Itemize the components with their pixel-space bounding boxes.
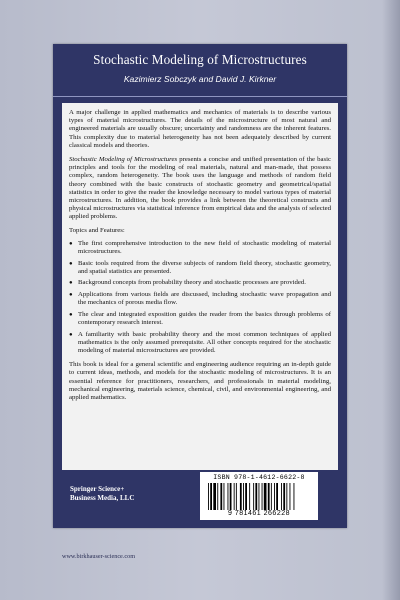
topics-list — [69, 240, 331, 355]
barcode-number: 9 781461 266228 — [228, 510, 290, 517]
intro-paragraph: A major challenge in applied mathematics and mechanics of materials is to describe various types of material microstructures. The details of the microstructure of most natural and engineered materials are usually obscure; uncertainty and randomness are the inherent features. This complexity due to material heterogeneity has not been adequately described by current classical models and theories. — [69, 109, 331, 149]
description-text: presents a concise and unified presentation of the basic principles and tools for the modeling of real materials, natural and man-made, that possess complex, random heterogeneity. The book uses the language and methods of random field theory combined with the basic constructs of stochastic geometry and geometrical/spatial statistics in order to give the reader the knowledge necessary to model various types of material microstructures. In addition, the book provides a link between the theoretical constructs and physical microstructures via statistical inference from empirical data and the analysis of selected applied problems. — [69, 156, 331, 221]
isbn-text: ISBN 978-1-4612-6622-8 — [213, 474, 305, 481]
list-item — [69, 260, 331, 276]
title-divider — [53, 96, 347, 97]
list-item — [69, 279, 331, 287]
barcode-icon — [208, 483, 310, 510]
topic-text: A familiarity with basic probability theory and the most common techniques of applied mathematics is the only assumed prerequisite. All other concepts required for the stochastic modeling of material microstructures are provided. — [78, 330, 331, 355]
closing-paragraph: This book is ideal for a general scientific and engineering audience requiring an in-depth guide to current ideas, methods, and models for the stochastic modeling of microstructures. It is an essential reference for practitioners, researchers, and professionals in material modeling, mechanical engineering, materials science, chemical, civil, and environmental engineering, and applied mathematics. — [69, 361, 331, 402]
bullet-icon: ● — [69, 292, 73, 299]
publisher-name — [70, 485, 190, 503]
list-item — [69, 291, 331, 307]
bullet-icon: ● — [69, 260, 73, 267]
list-item — [69, 311, 331, 327]
publisher-line-1: Springer Science+ — [70, 485, 125, 493]
blurb-box — [62, 103, 338, 470]
description-book-title: Stochastic Modeling of Microstructures — [69, 156, 178, 164]
bullet-icon: ● — [69, 331, 73, 338]
topic-text: The first comprehensive introduction to the new field of stochastic modeling of material microstructures. — [78, 239, 331, 256]
barcode-label — [200, 472, 318, 520]
topic-text: Basic tools required from the diverse subjects of random field theory, stochastic geometry, and spatial statistics are presented. — [78, 259, 331, 275]
book-authors: Kazimierz Sobczyk and David J. Kirkner — [123, 74, 277, 84]
bullet-icon: ● — [69, 280, 73, 287]
book-title: Stochastic Modeling of Microstructures — [93, 52, 307, 67]
list-item — [69, 240, 331, 256]
description-paragraph — [69, 156, 331, 222]
publisher-website: www.birkhauser-science.com — [62, 553, 136, 560]
spine-shadow — [382, 0, 400, 600]
list-item — [69, 331, 331, 356]
topic-text: Background concepts from probability theory and stochastic processes are provided. — [78, 279, 306, 287]
bullet-icon: ● — [69, 240, 73, 247]
topic-text: Applications from various fields are discussed, including stochastic wave propagation and the mechanics of porous media flow. — [78, 291, 331, 307]
topics-heading: Topics and Features: — [69, 226, 125, 234]
bullet-icon: ● — [69, 311, 73, 318]
publisher-line-2: Business Media, LLC — [70, 494, 135, 502]
topic-text: The clear and integrated exposition guides the reader from the basics through problems of contemporary research interest. — [78, 310, 331, 327]
